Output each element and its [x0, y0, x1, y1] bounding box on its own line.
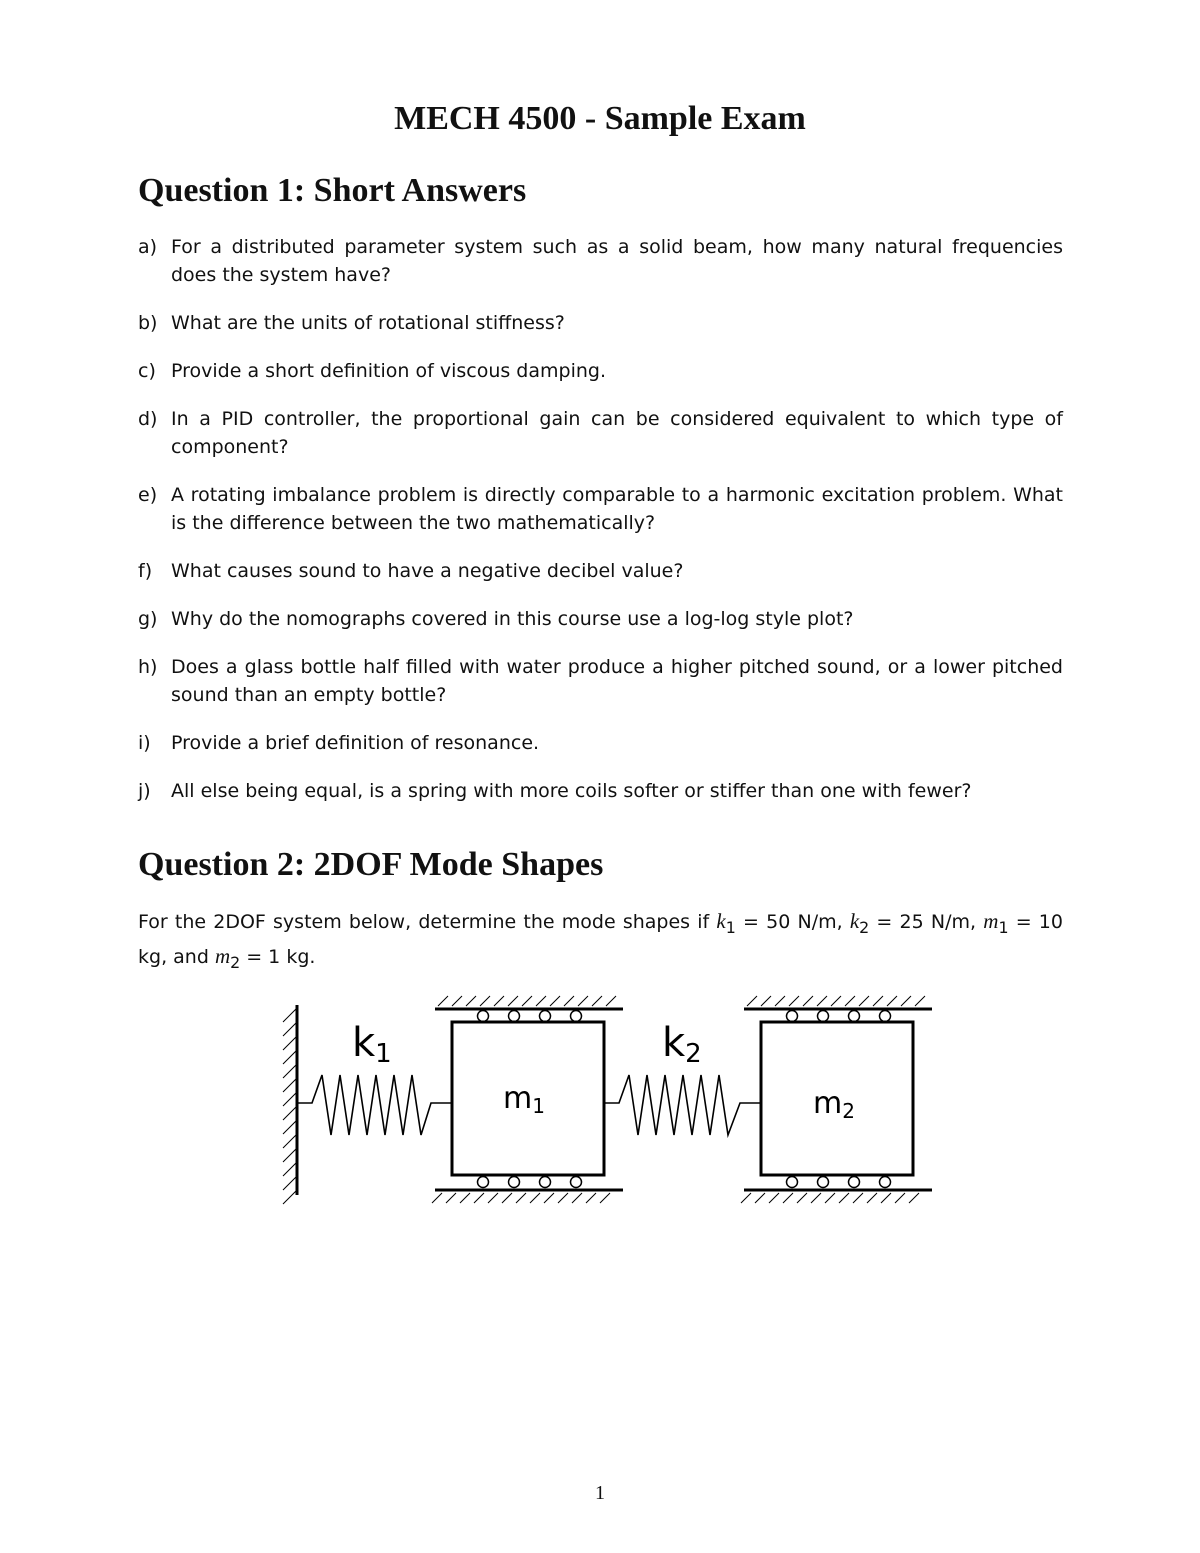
item-text: Provide a short definition of viscous damping. — [171, 360, 606, 382]
k1-value: = 50 N/m, — [735, 911, 850, 933]
m1-label: m1 — [503, 1081, 545, 1118]
item-text: All else being equal, is a spring with more coils softer or stiffer than one with fewer? — [171, 780, 972, 802]
item-text: Why do the nomographs covered in this course use a log-log style plot? — [171, 608, 854, 630]
item-text: A rotating imbalance problem is directly comparable to a harmonic excitation problem. What is the difference between the two mathematically? — [171, 484, 1063, 534]
m1-subscript: 1 — [998, 917, 1009, 937]
item-label: a) — [138, 236, 158, 258]
exam-title: MECH 4500 - Sample Exam — [394, 100, 806, 137]
m2-bottom-rail — [741, 1177, 932, 1204]
item-label: e) — [138, 484, 158, 506]
m1-symbol: m — [983, 909, 999, 933]
k1-label: k1 — [352, 1020, 392, 1069]
intro-text: For the 2DOF system below, determine the mode shapes if — [138, 911, 710, 933]
k2-value: = 25 N/m, — [869, 911, 977, 933]
m2-subscript: 2 — [230, 952, 241, 972]
m1-value: = 10 kg, and — [138, 911, 1063, 968]
item-text: What causes sound to have a negative decibel value? — [171, 560, 684, 582]
m1-top-rail — [435, 996, 623, 1022]
spring-k2 — [604, 1075, 761, 1135]
m2-label: m2 — [813, 1086, 855, 1123]
fixed-wall — [283, 1005, 297, 1204]
page-number: 1 — [595, 1482, 605, 1504]
item-label: h) — [138, 656, 158, 678]
m2-value: = 1 kg. — [240, 945, 316, 968]
item-text: Provide a brief definition of resonance. — [171, 732, 540, 754]
k2-subscript: 2 — [859, 917, 870, 937]
item-text: What are the units of rotational stiffness? — [171, 312, 565, 334]
item-label: j) — [138, 780, 151, 802]
item-label: c) — [138, 360, 156, 382]
spring-k1 — [297, 1075, 452, 1135]
item-label: f) — [138, 560, 153, 582]
item-label: b) — [138, 312, 158, 334]
item-label: i) — [138, 732, 151, 754]
m2-top-rail — [744, 996, 932, 1022]
question-1-heading: Question 1: Short Answers — [138, 172, 527, 209]
m1-bottom-rail — [432, 1177, 623, 1204]
item-text: In a PID controller, the proportional gain can be considered equivalent to which type of component? — [171, 408, 1063, 458]
k2-symbol: k — [849, 909, 860, 933]
item-label: g) — [138, 608, 158, 630]
k1-symbol: k — [716, 909, 726, 933]
item-text: Does a glass bottle half filled with water produce a higher pitched sound, or a lower pitched sound than an empty bottle? — [171, 656, 1063, 706]
k1-subscript: 1 — [725, 917, 736, 937]
m2-symbol: m — [214, 943, 231, 968]
k2-label: k2 — [662, 1020, 702, 1069]
question-2-heading: Question 2: 2DOF Mode Shapes — [138, 846, 604, 883]
item-text: For a distributed parameter system such as a solid beam, how many natural frequencies does the system have? — [171, 236, 1063, 286]
item-label: d) — [138, 408, 158, 430]
